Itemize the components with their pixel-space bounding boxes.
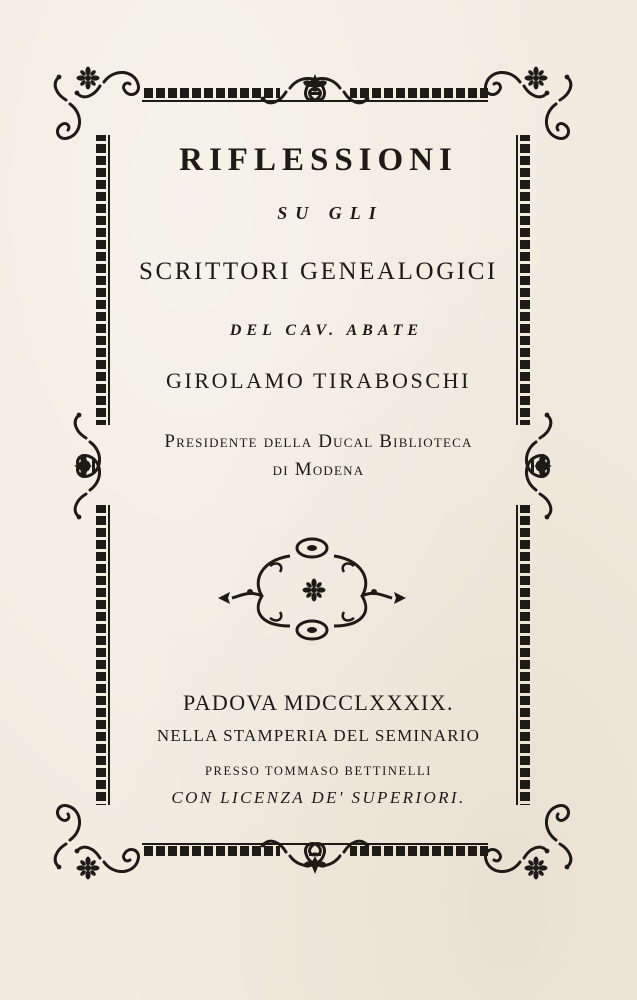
top-rule (142, 74, 488, 103)
imprint-printer: PRESSO TOMMASO BETTINELLI (204, 764, 433, 778)
author-office-line-1: Presidente della Ducal Biblioteca (164, 431, 473, 452)
corner-top-right (485, 67, 570, 139)
byline-prefix: DEL CAV. ABATE (229, 322, 424, 339)
title-connector: SU GLI (277, 203, 384, 223)
imprint-place-year: PADOVA MDCCLXXXIX. (183, 690, 454, 715)
bottom-rule (142, 841, 488, 874)
imprint-license: CON LICENZA DE' SUPERIORI. (171, 788, 466, 807)
scroll-vignette-icon (218, 539, 406, 639)
author-name: GIROLAMO TIRABOSCHI (165, 368, 472, 393)
corner-bottom-left (55, 805, 138, 879)
book-title: RIFLESSIONI (179, 142, 458, 178)
corner-bottom-right (485, 805, 570, 879)
imprint-press: NELLA STAMPERIA DEL SEMINARIO (156, 726, 481, 745)
book-subtitle: SCRITTORI GENEALOGICI (139, 258, 498, 285)
author-office-line-2: di Modena (272, 459, 365, 480)
corner-top-left (55, 67, 138, 139)
